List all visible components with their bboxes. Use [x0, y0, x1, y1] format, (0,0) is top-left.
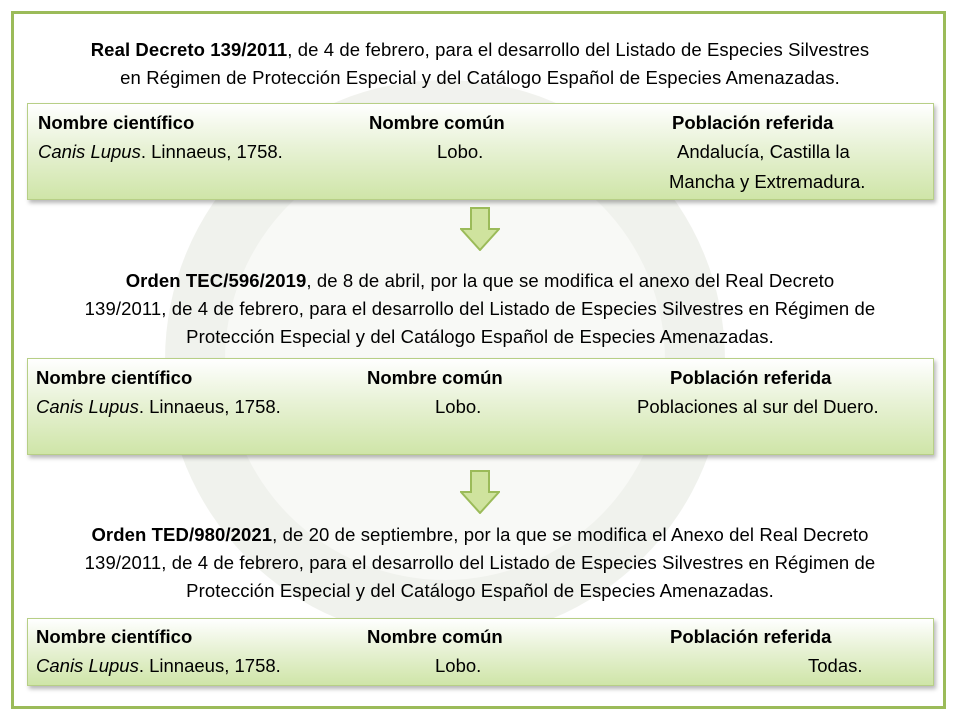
population-value-line2: Mancha y Extremadura.: [669, 171, 866, 192]
down-arrow-icon: [460, 207, 500, 251]
scientific-name-author: . Linnaeus, 1758.: [138, 396, 281, 417]
block-3-table: [27, 618, 934, 686]
block-1-title-line2: en Régimen de Protección Especial y del Catálogo Español de Especies Amenazadas.: [120, 67, 840, 88]
block-3-title-line2: 139/2011, de 4 de febrero, para el desarrollo del Listado de Especies Silvestres en Régimen de: [84, 552, 876, 573]
block-3-title-bold: Orden TED/980/2021: [91, 524, 273, 545]
header-scientific-name: Nombre científico: [36, 626, 193, 647]
header-population: Población referida: [670, 367, 832, 388]
block-1-title-bold: Real Decreto 139/2011: [90, 39, 288, 60]
scientific-name-italic: Canis Lupus: [36, 396, 139, 417]
block-2-title-line2: 139/2011, de 4 de febrero, para el desarrollo del Listado de Especies Silvestres en Régimen de: [84, 298, 876, 319]
block-2-title-line1: , de 8 de abril, por la que se modifica el anexo del Real Decreto: [306, 270, 835, 291]
header-common-name: Nombre común: [369, 112, 505, 133]
scientific-name-italic: Canis Lupus: [36, 655, 139, 676]
block-1-table: [27, 103, 934, 200]
block-3-title-line3: Protección Especial y del Catálogo Español de Especies Amenazadas.: [186, 580, 774, 601]
block-3-title-line1: , de 20 de septiembre, por la que se modifica el Anexo del Real Decreto: [272, 524, 869, 545]
block-2-title-bold: Orden TEC/596/2019: [125, 270, 307, 291]
down-arrow-icon: [460, 470, 500, 514]
common-name-value: Lobo.: [435, 396, 482, 417]
block-1-title: [20, 36, 940, 92]
block-1-title-line1: , de 4 de febrero, para el desarrollo del Listado de Especies Silvestres: [287, 39, 870, 60]
header-population: Población referida: [672, 112, 834, 133]
population-value-line1: Andalucía, Castilla la: [677, 141, 850, 162]
header-scientific-name: Nombre científico: [36, 367, 193, 388]
header-population: Población referida: [670, 626, 832, 647]
header-common-name: Nombre común: [367, 367, 503, 388]
scientific-name-italic: Canis Lupus: [38, 141, 141, 162]
scientific-name-author: . Linnaeus, 1758.: [140, 141, 283, 162]
common-name-value: Lobo.: [437, 141, 484, 162]
header-scientific-name: Nombre científico: [38, 112, 195, 133]
scientific-name-value: [36, 652, 281, 680]
block-2-title: [20, 267, 940, 351]
common-name-value: Lobo.: [435, 655, 482, 676]
scientific-name-value: [38, 138, 283, 166]
header-common-name: Nombre común: [367, 626, 503, 647]
scientific-name-author: . Linnaeus, 1758.: [138, 655, 281, 676]
population-value-line1: Todas.: [808, 655, 863, 676]
block-2-title-line3: Protección Especial y del Catálogo Español de Especies Amenazadas.: [186, 326, 774, 347]
population-value-line1: Poblaciones al sur del Duero.: [637, 396, 879, 417]
block-2-table: [27, 358, 934, 455]
scientific-name-value: [36, 393, 281, 421]
block-3-title: [20, 521, 940, 605]
